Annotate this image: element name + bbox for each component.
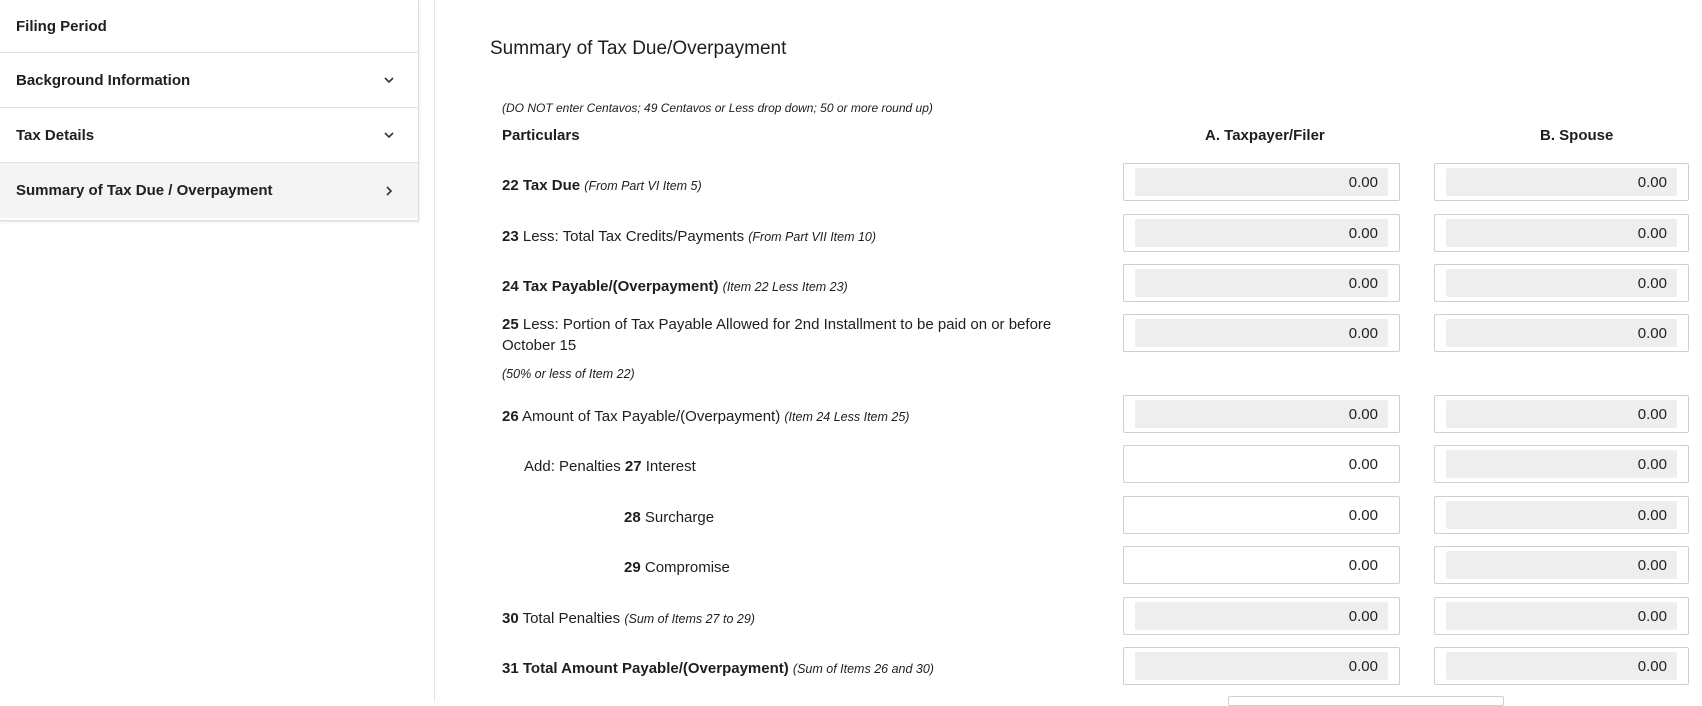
item-label: Total Penalties — [522, 610, 621, 627]
item-26-taxpayer-value: 0.00 — [1135, 400, 1388, 428]
item-30-taxpayer-field — [1123, 597, 1400, 635]
item-25-taxpayer-field — [1123, 314, 1400, 352]
item-28-spouse-field — [1434, 496, 1689, 534]
item-23-taxpayer-value: 0.00 — [1135, 219, 1388, 247]
item-label: Compromise — [644, 559, 730, 576]
item-27-taxpayer-input[interactable]: 0.00 — [1135, 450, 1388, 478]
row-label-27 — [524, 456, 696, 477]
sidebar-item-summary[interactable] — [0, 163, 418, 218]
item-26-spouse-field — [1434, 395, 1689, 433]
item-25-taxpayer-value: 0.00 — [1135, 319, 1388, 347]
vertical-divider — [434, 0, 435, 702]
item-label: Tax Payable/(Overpayment) — [522, 278, 719, 295]
item-number: 29 — [624, 559, 641, 576]
item-23-taxpayer-field — [1123, 214, 1400, 252]
page-title: Summary of Tax Due/Overpayment — [490, 38, 787, 59]
item-30-spouse-field — [1434, 597, 1689, 635]
penalties-prefix: Add: Penalties — [524, 458, 621, 475]
item-28-taxpayer-input[interactable]: 0.00 — [1135, 501, 1388, 529]
item-label: Less: Portion of Tax Payable Allowed for 2nd Installment to be paid on or before October 15 — [502, 316, 1052, 354]
item-number: 27 — [624, 458, 642, 475]
item-31-spouse-value: 0.00 — [1446, 652, 1677, 680]
particulars-header: Particulars — [502, 127, 580, 144]
item-number: 22 — [502, 177, 519, 194]
item-25-spouse-field — [1434, 314, 1689, 352]
item-30-spouse-value: 0.00 — [1446, 602, 1677, 630]
item-reference: (50% or less of Item 22) — [502, 367, 635, 381]
item-24-spouse-value: 0.00 — [1446, 269, 1677, 297]
item-label: Total Amount Payable/(Overpayment) — [522, 660, 789, 677]
item-reference: (Sum of Items 26 and 30) — [792, 662, 934, 676]
sidebar-item-filing-period[interactable] — [0, 0, 418, 53]
item-29-taxpayer-field[interactable] — [1123, 546, 1400, 584]
sidebar-item-label: Filing Period — [16, 17, 107, 35]
row-label-29 — [624, 557, 730, 578]
item-reference: (From Part VII Item 10) — [748, 230, 877, 244]
item-number: 25 — [502, 316, 519, 333]
row-label-26 — [502, 406, 909, 428]
chevron-down-icon — [382, 128, 396, 142]
centavos-note: (DO NOT enter Centavos; 49 Centavos or Less drop down; 50 or more round up) — [502, 101, 933, 115]
sidebar-item-background-information[interactable] — [0, 53, 418, 108]
row-label-31 — [502, 658, 934, 680]
item-24-taxpayer-field — [1123, 264, 1400, 302]
item-22-taxpayer-field — [1123, 163, 1400, 201]
item-number: 24 — [502, 278, 519, 295]
item-number: 26 — [502, 408, 519, 425]
item-number: 31 — [502, 660, 519, 677]
item-24-spouse-field — [1434, 264, 1689, 302]
chevron-right-icon — [382, 184, 396, 198]
row-label-22 — [502, 175, 702, 197]
item-27-spouse-value: 0.00 — [1446, 450, 1677, 478]
item-30-taxpayer-value: 0.00 — [1135, 602, 1388, 630]
item-27-spouse-field — [1434, 445, 1689, 483]
taxpayer-column-header: A. Taxpayer/Filer — [1205, 127, 1325, 144]
item-28-taxpayer-field[interactable] — [1123, 496, 1400, 534]
item-22-taxpayer-value: 0.00 — [1135, 168, 1388, 196]
item-label: Surcharge — [644, 509, 715, 526]
row-label-28 — [624, 507, 714, 528]
item-23-spouse-value: 0.00 — [1446, 219, 1677, 247]
next-field-partial — [1228, 696, 1504, 706]
sidebar-item-tax-details[interactable] — [0, 108, 418, 163]
item-label: Interest — [645, 458, 696, 475]
item-label: Tax Due — [522, 177, 581, 194]
item-31-taxpayer-value: 0.00 — [1135, 652, 1388, 680]
item-22-spouse-value: 0.00 — [1446, 168, 1677, 196]
item-number: 28 — [624, 509, 641, 526]
item-label: Amount of Tax Payable/(Overpayment) — [522, 408, 781, 425]
item-reference: (Item 24 Less Item 25) — [784, 410, 910, 424]
row-label-23 — [502, 226, 876, 248]
item-31-spouse-field — [1434, 647, 1689, 685]
item-29-taxpayer-input[interactable]: 0.00 — [1135, 551, 1388, 579]
item-22-spouse-field — [1434, 163, 1689, 201]
row-label-24 — [502, 276, 848, 298]
item-31-taxpayer-field — [1123, 647, 1400, 685]
item-label: Less: Total Tax Credits/Payments — [522, 228, 745, 245]
item-number: 23 — [502, 228, 519, 245]
item-29-spouse-value: 0.00 — [1446, 551, 1677, 579]
item-28-spouse-value: 0.00 — [1446, 501, 1677, 529]
sidebar-item-label: Background Information — [16, 71, 191, 89]
sidebar — [0, 0, 419, 221]
row-label-30 — [502, 608, 755, 630]
item-24-taxpayer-value: 0.00 — [1135, 269, 1388, 297]
item-26-spouse-value: 0.00 — [1446, 400, 1677, 428]
row-label-25 — [502, 314, 1082, 356]
item-25-spouse-value: 0.00 — [1446, 319, 1677, 347]
item-26-taxpayer-field — [1123, 395, 1400, 433]
sidebar-item-label: Summary of Tax Due / Overpayment — [16, 182, 273, 199]
item-23-spouse-field — [1434, 214, 1689, 252]
item-29-spouse-field — [1434, 546, 1689, 584]
item-27-taxpayer-field[interactable] — [1123, 445, 1400, 483]
item-reference: (Sum of Items 27 to 29) — [624, 612, 755, 626]
row-25-reference — [502, 363, 635, 385]
spouse-column-header: B. Spouse — [1540, 127, 1614, 144]
item-number: 30 — [502, 610, 519, 627]
sidebar-item-label: Tax Details — [16, 126, 95, 144]
item-reference: (Item 22 Less Item 23) — [722, 280, 848, 294]
chevron-down-icon — [382, 73, 396, 87]
item-reference: (From Part VI Item 5) — [584, 179, 702, 193]
